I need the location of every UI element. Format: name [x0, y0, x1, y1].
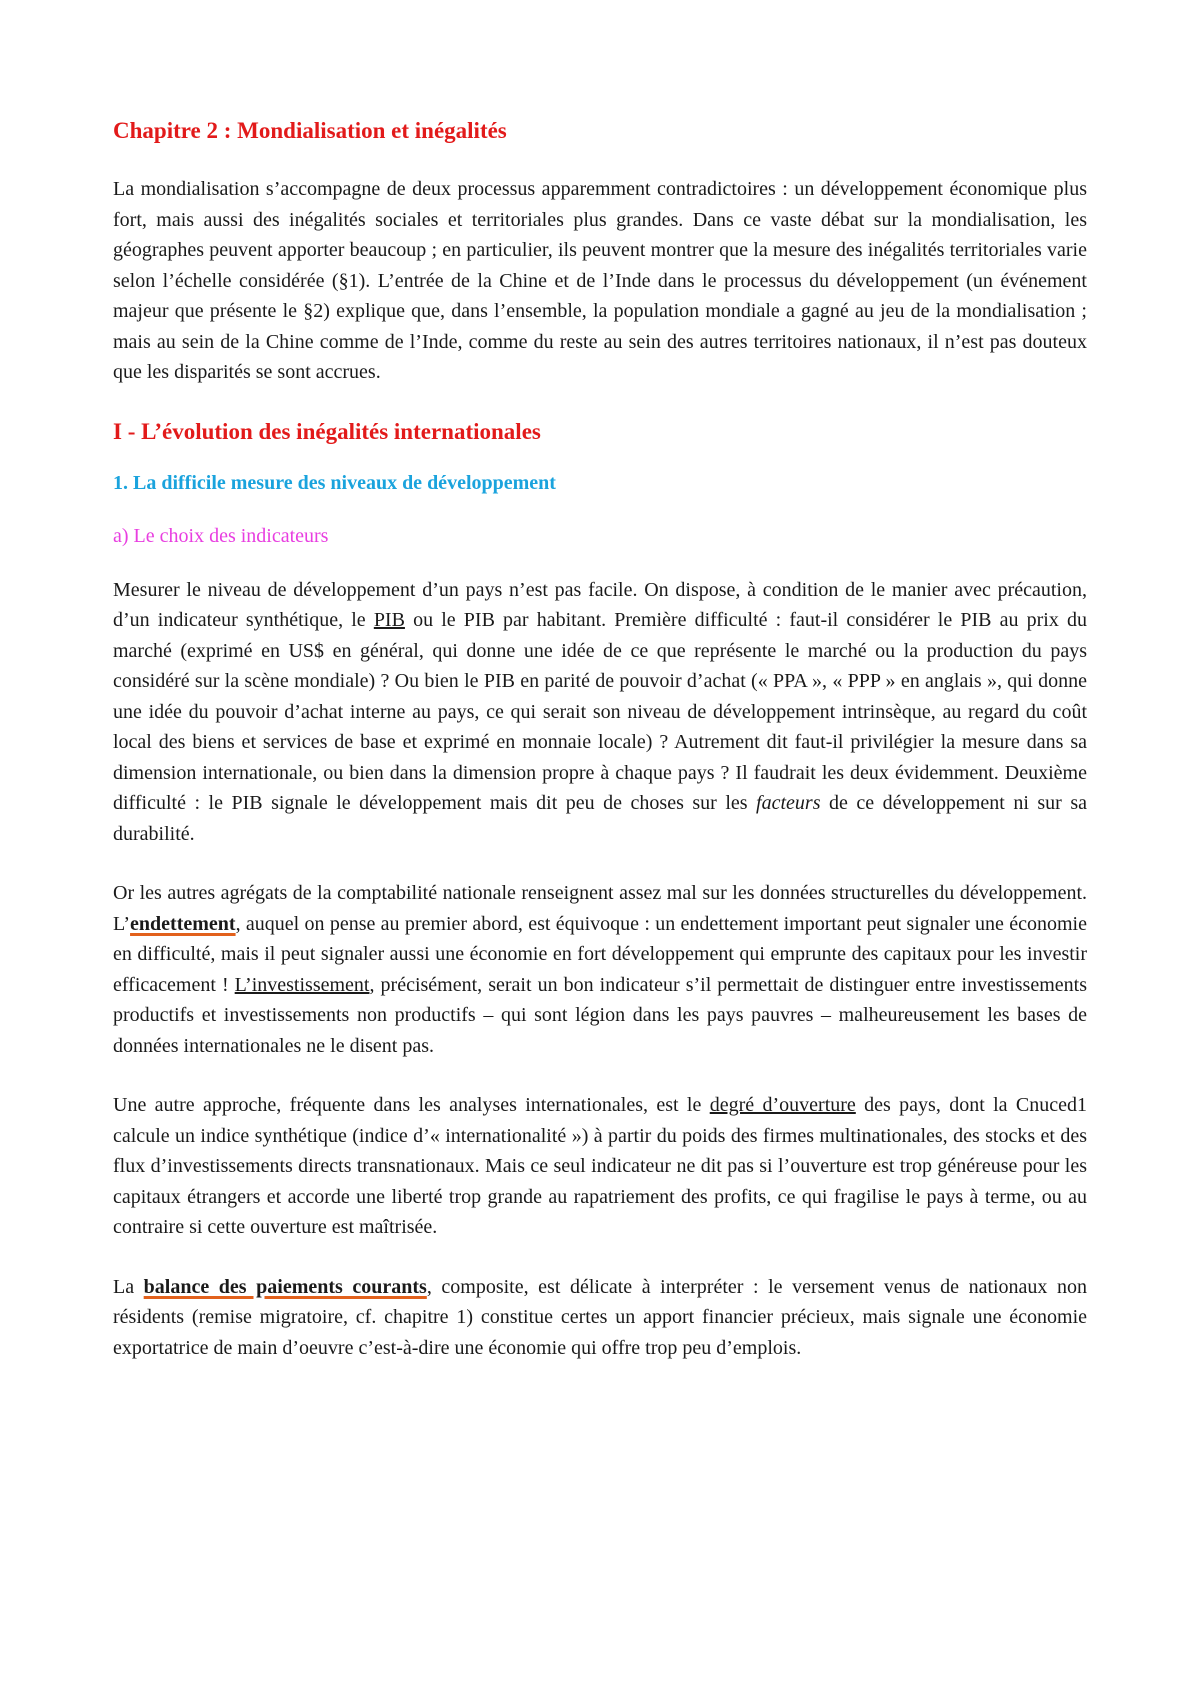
text-run: , auquel on pense au premier abord, est équivoque : un endettement important peut signaler une économie en difficulté, mais il peut signaler aussi une économie en fort développement qui emprunte des capitaux pour les investir efficacement !: [113, 912, 1087, 996]
text-run: , composite, est délicate à interpréter : le versement venus de nationaux non résidents (remise migratoire, cf. chapitre 1) constitue certes un apport financier précieux, mais signale une économie exportatrice de main d’oeuvre c’est-à-dire une économie qui offre trop peu d’emplois.: [113, 1275, 1088, 1359]
text-run: de ce développement ni sur sa durabilité.: [113, 792, 1087, 845]
term-endettement: endettement: [130, 912, 236, 935]
paragraph-balance: [113, 1272, 1087, 1364]
term-degre-ouverture: degré d’ouverture: [709, 1094, 856, 1116]
subsubsection-title: a) Le choix des indicateurs: [113, 524, 329, 547]
term-pib: PIB: [373, 609, 405, 631]
subsection-title: 1. La difficile mesure des niveaux de développement: [113, 471, 556, 494]
paragraph-pib: [113, 575, 1087, 850]
text-run: , précisément, serait un bon indicateur s’il permettait de distinguer entre investissements productifs et investissements non productifs – qui sont légion dans les pays pauvres – malheureusement les bases de données internationales ne le disent pas.: [113, 973, 1087, 1057]
text-run: Mesurer le niveau de développement d’un pays n’est pas facile. On dispose, à condition de le manier avec précaution, d’un indicateur synthétique, le: [113, 578, 1087, 631]
text-run: Or les autres agrégats de la comptabilité nationale renseignent assez mal sur les données structurelles du développement. L’: [113, 882, 1087, 935]
section-title: I - L’évolution des inégalités internationales: [113, 418, 541, 444]
intro-paragraph: La mondialisation s’accompagne de deux processus apparemment contradictoires : un développement économique plus fort, mais aussi des inégalités sociales et territoriales plus grandes. Dans ce vaste débat sur la mondialisation, les géographes peuvent apporter beaucoup ; en particulier, ils peuvent montrer que la mesure des inégalités territoriales varie selon l’échelle considérée (§1). L’entrée de la Chine et de l’Inde dans le processus du développement (un événement majeur que présente le §2) explique que, dans l’ensemble, la population mondiale a gagné au jeu de la mondialisation ; mais au sein de la Chine comme de l’Inde, comme du reste au sein des autres territoires nationaux, il n’est pas douteux que les disparités se sont accrues.: [113, 178, 1087, 383]
term-investissement: L’investissement: [234, 973, 370, 996]
paragraph-ouverture: [113, 1090, 1087, 1243]
text-run: ou le PIB par habitant. Première difficulté : faut-il considérer le PIB au prix du marché (exprimé en US$ en général, qui donne une idée de ce que représente le marché ou la production du pays considéré sur la scène mondiale) ? Ou bien le PIB en parité de pouvoir d’achat (« PPA », « PPP » en anglais », qui donne une idée du pouvoir d’achat interne au pays, ce qui serait son niveau de développement intrinsèque, au regard du coût local des biens et services de base et exprimé en monnaie locale) ? Autrement dit faut-il privilégier la mesure dans sa dimension internationale, ou bien dans la dimension propre à chaque pays ? Il faudrait les deux évidemment. Deuxième difficulté : le PIB signale le développement mais dit peu de choses sur les: [113, 609, 1087, 814]
chapter-title: Chapitre 2 : Mondialisation et inégalités: [113, 118, 507, 143]
text-run: des pays, dont la Cnuced1 calcule un indice synthétique (indice d’« internationalité ») à partir du poids des firmes multinationales, des stocks et des flux d’investissements directs transnationaux. Mais ce seul indicateur ne dit pas si l’ouverture est trop généreuse pour les capitaux étrangers et accorde une liberté trop grande au rapatriement des profits, ce qui fragilise le pays à terme, ou au contraire si cette ouverture est maîtrisée.: [113, 1094, 1088, 1238]
term-balance-paiements: balance des paiements courants: [143, 1275, 427, 1298]
text-run: Une autre approche, fréquente dans les analyses internationales, est le: [113, 1094, 710, 1116]
text-run: La: [113, 1275, 144, 1298]
paragraph-agregats: [113, 878, 1087, 1061]
term-facteurs: facteurs: [756, 792, 821, 814]
